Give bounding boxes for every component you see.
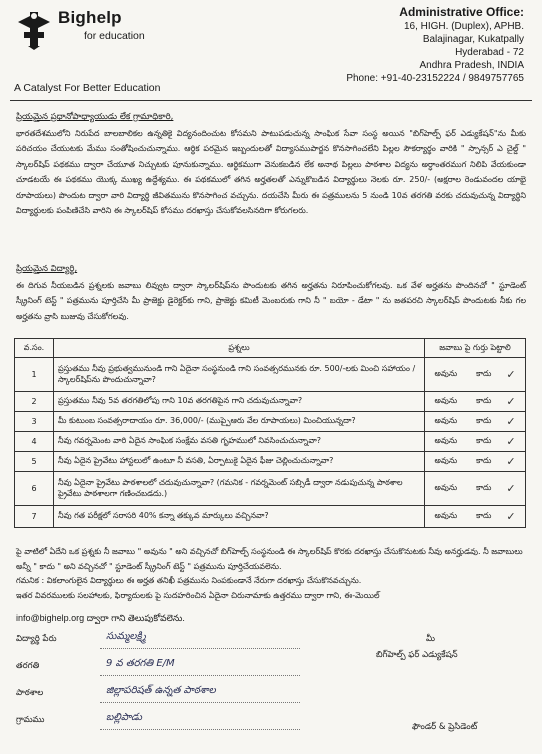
row-question: నీవు గత పరీక్షలో సరాసరి 40% కన్నా తక్కువ మార్కులు వచ్చినవా? (54, 506, 425, 528)
salutation-student: ప్రియమైన విద్యార్థి, (16, 264, 78, 274)
class-value[interactable]: 9 వ తరగతి E/M (106, 658, 175, 669)
row-question: మీ కుటుంబ సంవత్సరాదాయం రూ. 36,000/- (ముప్పైఆరు వేల రూపాయలు) మించియున్నదా? (54, 412, 425, 432)
field-label-student-name: విద్యార్థి పేరు (16, 634, 57, 644)
intro-paragraph: భారతదేశములోని నిరుపేద బాలబాలికల ఉన్నతికై విద్యనందించుట కోసమని పాటుపడుచున్న సాంఘిక సేవా సంస్థ అయిన "బిగ్‌హెల్ప్ ఫర్ ఎడ్యుకేషన్"ను మీకు పరిచయం చేయుటకు మేము సంతోషించుచున్నాము. ఆర్థిక పరమైన ఇబ్బందులతో విద్యాసముపార్జన కొనసాగించలేని పిల్లల సౌకర్యార్థం వారికి " స్పాన్సర్ ఎ చైల్డ్ " స్కాలర్‌షిప్ పథకము ద్వారా చేయూత నిచ్చుటకు పూనుకున్నాము. ఆర్థికముగా వెనుకబడిన లేక అనాథ పిల్లలు పాఠశాల విద్యను అర్ధాంతరముగ నిలిపి వేయకుండా చూడటయే ఈ పథకము యొక్క ముఖ్య ఉద్దేశ్యము. ఈ పథకములో తగిన అర్హతలతో ఎన్నుకొబడిన విద్యార్థులు నెలకు రూ. 250/- (అక్షరాల రెండువందల యాభై రూపాయలు) పొందుట ద్వారా వారి విద్యార్థి జీవితమును కొనసాగించ వచ్చును. దయచేసి మీరు ఈ పత్రములను 5 నుండి 10వ తరగతి వరకు చదువుచున్న విద్యార్థిని విద్యార్థులకు పంపిణిచేసి వారిని ఈ స్కాలర్‌షిప్ కోసము దరఖాస్తు చేసుకోవలసినదిగా కోరుగలరు. (16, 128, 526, 215)
no-option[interactable]: కాదు (476, 511, 492, 520)
village-value[interactable]: బల్లిపాడు (106, 712, 142, 723)
check-mark-icon: ✓ (506, 510, 516, 523)
row-number: 7 (15, 506, 54, 528)
check-mark-icon: ✓ (506, 368, 516, 381)
bighelp-logo-icon (14, 8, 54, 50)
letter-to-student (16, 262, 526, 324)
student-name-line (100, 648, 300, 649)
tagline: A Catalyst For Better Education (14, 82, 161, 94)
field-label-school: పాఠశాల (16, 688, 44, 698)
eligibility-note: పై వాటిలో ఏదేని ఒక ప్రశ్నకు నీ జవాబు " అవును " అని వచ్చినచో బిగ్‌హెల్ప్ సంస్థనుండి ఈ స్కాలర్‌షిప్ కొరకు దరఖాస్తు చేసుకొనుటకు నీవు అనర్హుడవు. నీ జవాబులు అన్నీ " కాదు " అని వచ్చినచో " స్టూడెంట్ స్క్రీనింగ్ టెస్ట్ " పత్రమును పూర్తిచేయవలెను. (16, 547, 523, 571)
office-line: Hyderabad - 72 (455, 47, 524, 58)
row-question: ప్రస్తుతము నీవు ప్రభుత్వమునుండి గాని ఏదైనా సంస్థనుండి గాని సంవత్సరమునకు రూ. 500/-లకు మించి సహాయం / స్కాలర్‌షిప్‌ను పొందుచున్నావా? (54, 358, 425, 392)
table-row (15, 432, 526, 452)
yes-option[interactable]: అవును (434, 416, 458, 425)
brand-subtitle: for education (84, 30, 145, 42)
office-line: Andhra Pradesh, INDIA (419, 60, 524, 71)
yes-option[interactable]: అవును (434, 511, 458, 520)
student-paragraph: ఈ దిగువ నీయబడిన ప్రశ్నలకు జవాబు లివ్వుట ద్వారా స్కాలర్‌షిప్‌ను పొందుటకు తగిన అర్హతను నిరూపించుకోగలవు. ఒక వేళ అర్హతను పొందినచో " స్టూడెంట్ స్క్రీనింగ్ టెస్ట్ " పత్రమును పూర్తిచేసి మీ ప్రాజెక్టు డైరెక్టర్‌కు గాని, ప్రాజెక్టు కమిటీ మెంబరుకు గాని నీ " బయో - డేటా " ను జతపరచి స్కాలర్‌షిప్ పొందుటకు నీకు గల అర్హతను వ్రాసి బుజువు చేసుకోగలవు. (16, 280, 526, 321)
answer-cell (425, 506, 526, 528)
office-phone: Phone: +91-40-23152224 / 9849757765 (346, 73, 524, 84)
field-label-class: తరగతి (16, 661, 40, 671)
no-option[interactable]: కాదు (476, 416, 492, 425)
answer-cell (425, 412, 526, 432)
table-row (15, 392, 526, 412)
col-serial: వ.సం. (15, 339, 54, 358)
col-answer: జవాబు పై గుర్తు పెట్టాలి (425, 339, 526, 358)
office-title: Administrative Office: (399, 5, 524, 19)
signature-role: ఫౌండర్ & ప్రెసిడెంట్ (412, 722, 478, 732)
check-mark-icon: ✓ (506, 482, 516, 495)
contact-email[interactable]: info@bighelp.org ద్వారా గాని తెలుపుకోవలెను. (16, 613, 185, 623)
header-divider (10, 100, 532, 101)
table-row (15, 358, 526, 392)
eligibility-table (14, 338, 526, 528)
row-number: 1 (15, 358, 54, 392)
row-number: 2 (15, 392, 54, 412)
letter-to-headmaster (16, 110, 526, 219)
answer-cell (425, 392, 526, 412)
notes-block (16, 545, 526, 603)
office-address (284, 4, 524, 85)
student-name-value[interactable]: సుమ్మలక్ష్మి (106, 631, 146, 642)
row-question: నీవు గవర్నమెంట వారి ఏదైన సాంఘిక సంక్షేమ వసతి గృహములో నివసించుచున్నావా? (54, 432, 425, 452)
yes-option[interactable]: అవును (434, 396, 458, 405)
no-option[interactable]: కాదు (476, 483, 492, 492)
yes-option[interactable]: అవును (434, 456, 458, 465)
no-option[interactable]: కాదు (476, 396, 492, 405)
field-label-village: గ్రామము (16, 715, 45, 725)
row-question: నీవు ఏదైనా ప్రైవేటు పాఠశాలలో చదువుచున్నావా? (గమనిక - గవర్నమెంట్ సబ్సిడీ ద్వారా నడుపుచున్న పాఠశాల ప్రైవేటు పాఠశాలగా గణించబడదు.) (54, 472, 425, 506)
yes-option[interactable]: అవును (434, 369, 458, 378)
school-value[interactable]: జిల్లాపరిషత్ ఉన్నత పాఠశాల (106, 685, 216, 696)
check-mark-icon: ✓ (506, 435, 516, 448)
col-questions: ప్రశ్నలు (54, 339, 425, 358)
table-row (15, 412, 526, 432)
office-line: Balajinagar, Kukatpally (422, 34, 524, 45)
answer-cell (425, 472, 526, 506)
contact-note: ఇతర వివరములకు సలహాలకు, ఫిర్యాదులకు పై సుదహరించిన ఏదైనా చిరునామాకు ఉత్తరము ద్వారా గాని, ఈ-మెయిల్ (16, 590, 380, 600)
row-number: 6 (15, 472, 54, 506)
yes-option[interactable]: అవును (434, 436, 458, 445)
check-mark-icon: ✓ (506, 395, 516, 408)
table-row (15, 506, 526, 528)
village-line (100, 729, 300, 730)
check-mark-icon: ✓ (506, 455, 516, 468)
no-option[interactable]: కాదు (476, 369, 492, 378)
row-question: ప్రస్తుతము నీవు 5వ తరగతిలోపు గాని 10వ తరగతిపైన గాని చదువుచున్నావా? (54, 392, 425, 412)
row-number: 3 (15, 412, 54, 432)
no-option[interactable]: కాదు (476, 456, 492, 465)
office-line: 16, HIGH. (Duplex), APHB. (403, 21, 524, 32)
row-number: 5 (15, 452, 54, 472)
signature-org: బిగ్‌హెల్ప్ ఫర్ ఎడ్యుకేషన్ (376, 650, 458, 660)
disability-note: గమనిక : వికలాంగులైన విద్యార్థులు ఈ అర్హత తనిఖీ పత్రమును నింపకుండానే నేరుగా దరఖాస్తు చేసుకొనవచ్చును. (16, 576, 362, 585)
no-option[interactable]: కాదు (476, 436, 492, 445)
class-line (100, 675, 300, 676)
brand-name: Bighelp (58, 8, 122, 27)
row-question: నీవు ఏదైన ప్రైవేటు హాస్టలులో ఉంటూ నీ వసతి, ఏర్పాటుకై ఏదైన ఫీజు చెల్లించుచున్నావా? (54, 452, 425, 472)
answer-cell (425, 432, 526, 452)
yes-option[interactable]: అవును (434, 483, 458, 492)
table-row (15, 452, 526, 472)
row-number: 4 (15, 432, 54, 452)
check-mark-icon: ✓ (506, 415, 516, 428)
salutation-headmaster: ప్రియమైన ప్రధానోపాధ్యాయుడు లేక గ్రామాధికారి, (16, 112, 174, 122)
answer-cell (425, 452, 526, 472)
school-line (100, 702, 300, 703)
table-row (15, 472, 526, 506)
table-header-row (15, 339, 526, 358)
answer-cell (425, 358, 526, 392)
signature-from: మీ (426, 634, 435, 644)
